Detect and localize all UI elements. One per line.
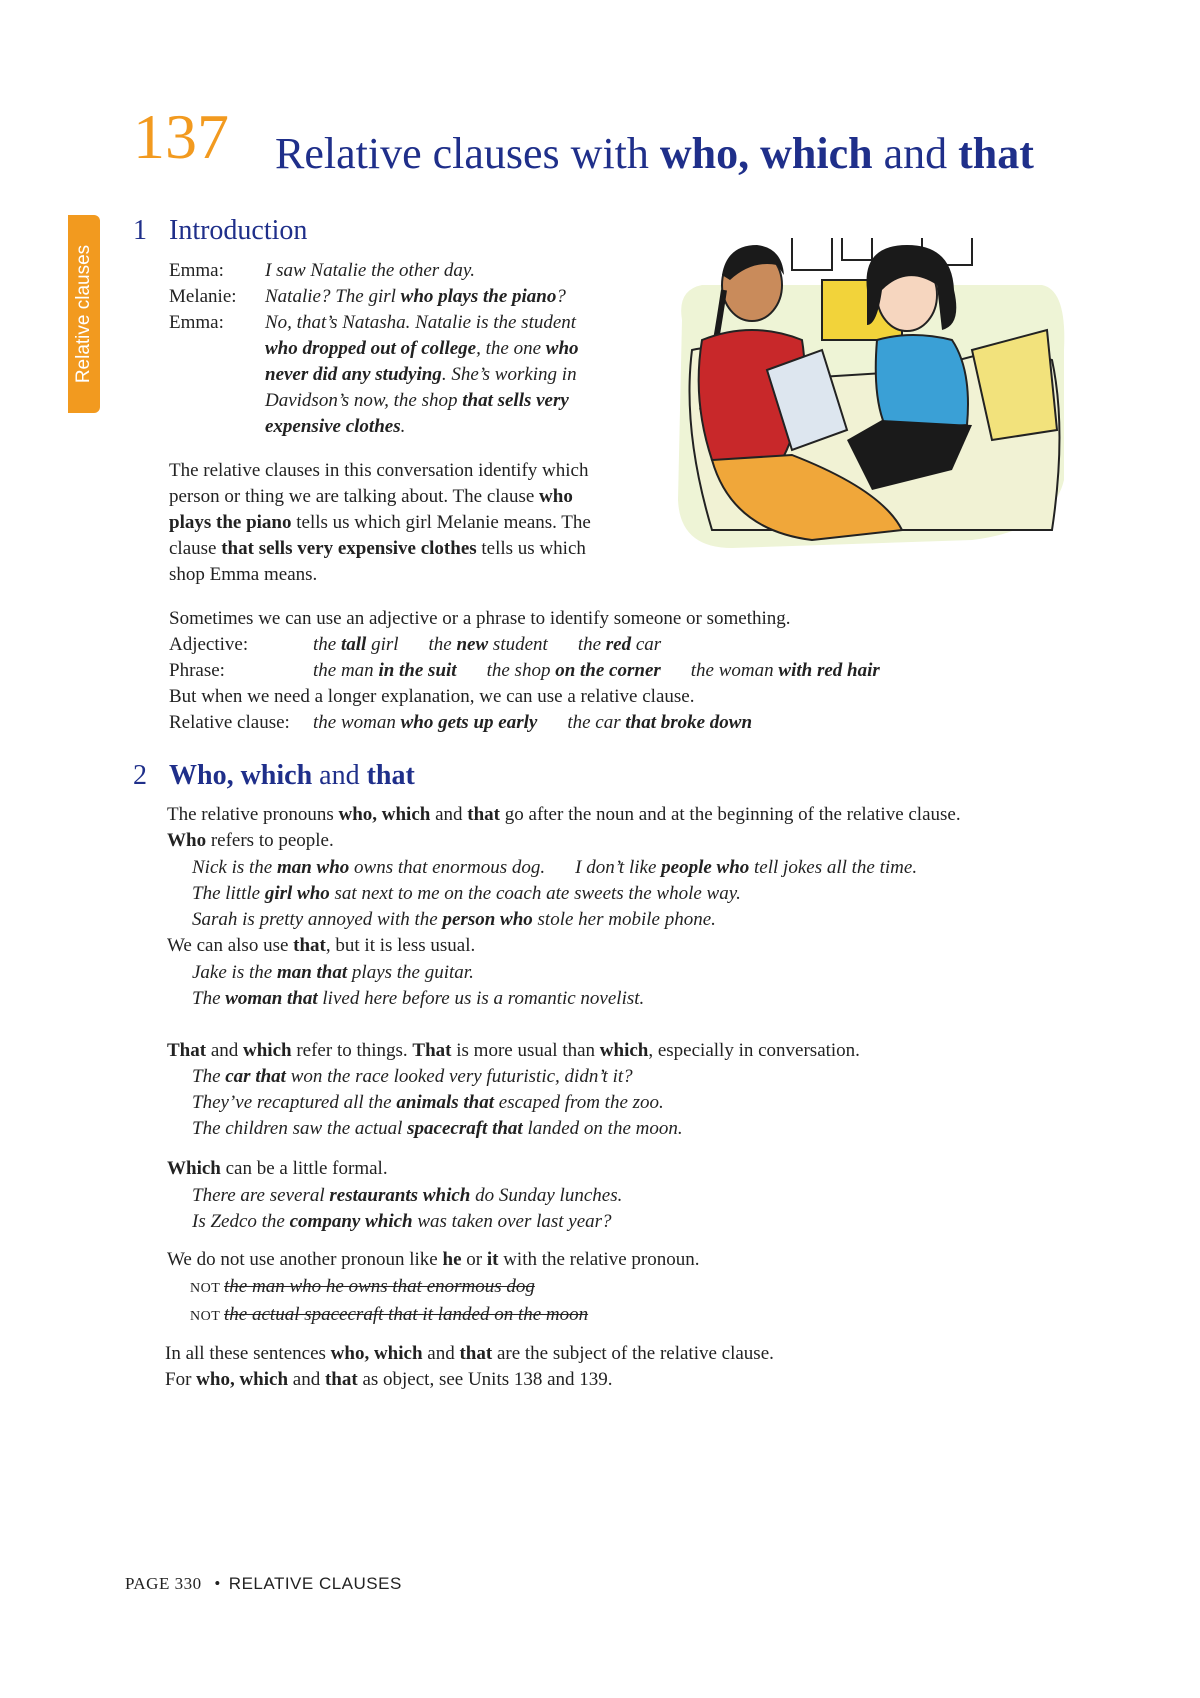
example-line [192,855,917,881]
bold-text: on the corner [555,660,661,681]
longer-explanation-sentence: But when we need a longer explanation, we can use a relative clause. [169,686,695,707]
text: the [428,634,457,655]
speech [265,414,579,440]
title-part-bold: that [366,760,415,791]
speaker [169,336,265,362]
that-less-usual-sentence [167,933,475,959]
text: I don’t like [575,857,662,878]
text: with the relative pronoun. [498,1249,700,1270]
speech [265,388,579,414]
text: They’ve recaptured all the [192,1092,397,1113]
bold-text: car that [225,1066,286,1087]
example-line [192,1090,683,1116]
bold-text: who [545,338,579,359]
bold-text: never did any studying [265,364,442,385]
bold-text: which [243,1040,292,1061]
example [567,712,752,733]
bold-text: that [467,804,501,825]
text: plays the guitar. [347,962,474,983]
text: car [631,634,662,655]
which-examples [192,1183,622,1235]
text: is more usual than [451,1040,600,1061]
text: tells us which girl Melanie means. The [291,512,591,533]
bold-text: who dropped out of college [265,338,477,359]
dialogue-line [169,388,579,414]
speech [265,284,579,310]
not-label: NOT [190,1309,225,1324]
text: and [206,1040,244,1061]
dialogue-line [169,284,579,310]
paragraph-line [169,536,591,562]
page-footer [125,1574,402,1594]
bold-text: man that [276,962,348,983]
title-part: and [872,129,959,178]
text: tells us which [476,538,586,559]
text: , but it is less usual. [325,935,476,956]
text: refers to people. [206,830,334,851]
text: and [430,804,468,825]
dialogue-line [169,258,579,284]
struck-example: the man who he owns that enormous dog [224,1276,535,1297]
dialogue-line [169,336,579,362]
text: Is Zedco the [192,1211,290,1232]
not-example [190,1302,588,1330]
bold-text: person who [442,909,533,930]
speaker: Emma: [169,260,224,281]
text: The children saw the actual [192,1118,408,1139]
section-2-title [169,760,415,792]
text: the woman [690,660,779,681]
text: Natalie? The girl [265,286,401,307]
bold-text: that broke down [625,712,753,733]
section-2-number: 2 [133,760,147,791]
that-people-examples [192,960,644,1012]
text: Sarah is pretty annoyed with the [192,909,443,930]
title-part: Relative clauses with [275,129,660,178]
example [691,660,880,681]
example-line [192,881,917,907]
text: do Sunday lunches. [470,1185,623,1206]
footer-section: RELATIVE CLAUSES [228,1574,402,1593]
bold-text: he [442,1249,462,1270]
text: sat next to me on the coach ate sweets the whole way. [329,883,741,904]
text: shop Emma means. [169,564,318,585]
speaker: Emma: [169,312,224,333]
text: student [488,634,548,655]
which-formal-sentence [167,1156,388,1182]
text: owns that enormous dog. [349,857,546,878]
bold-text: woman that [225,988,318,1009]
text: stole her mobile phone. [532,909,716,930]
speaker [169,362,265,388]
adjective-label: Adjective: [169,634,249,655]
relative-clause-label: Relative clause: [169,712,290,733]
unit-number: 137 [133,101,229,172]
bold-text: who, which [196,1369,289,1390]
unit-title [275,130,1034,178]
speech [265,310,579,336]
example-line [192,907,917,933]
bold-text: that sells very [462,390,569,411]
text: . [400,416,406,437]
adjective-examples [313,632,661,658]
bold-text: man who [276,857,350,878]
section-1-title: Introduction [169,215,308,246]
bold-text: expensive clothes [265,416,401,437]
paragraph-line [169,510,591,536]
title-part-bold: Who, which [169,760,313,791]
bold-text: who, which [330,1343,423,1364]
example-line [192,986,644,1012]
example [487,660,661,681]
text: The relative clauses in this conversation identify which [169,460,589,481]
who-refers-sentence [167,828,334,854]
example [313,660,457,681]
subject-sentence [165,1341,774,1367]
not-examples [190,1274,588,1330]
bold-text: that [293,935,326,956]
text: the man [313,660,379,681]
text: refer to things. [291,1040,413,1061]
relative-clause-examples [313,710,752,736]
text: The [192,988,226,1009]
text: Nick is the [192,857,277,878]
bold-text: it [486,1249,499,1270]
bold-text: animals that [396,1092,495,1113]
not-label: NOT [190,1281,225,1296]
example [429,634,548,655]
text: are the subject of the relative clause. [492,1343,774,1364]
speech [265,336,579,362]
bold-text: restaurants which [329,1185,471,1206]
example [313,634,399,655]
text: I saw Natalie the other day. [265,260,476,281]
paragraph-line [169,484,591,510]
bold-text: which [599,1040,649,1061]
bold-text: Which [167,1158,221,1179]
bold-text: plays the piano [169,512,292,533]
text: won the race looked very futuristic, didn’t it? [285,1066,633,1087]
bold-text: tall [340,634,367,655]
example-line [192,1116,683,1142]
bold-text: Who [167,830,207,851]
example-line [192,1064,683,1090]
bold-text: red [605,634,632,655]
example-line [192,1183,622,1209]
text: the shop [486,660,556,681]
bold-text: spacecraft that [407,1118,523,1139]
text: We can also use [167,935,294,956]
example [313,712,537,733]
footer-bullet: • [214,1574,221,1593]
text: or [461,1249,487,1270]
no-pronoun-sentence [167,1247,699,1273]
text: Jake is the [192,962,277,983]
text: escaped from the zoo. [494,1092,664,1113]
example-line [192,1209,622,1235]
paragraph-line [169,458,591,484]
text: In all these sentences [165,1343,331,1364]
bold-text: that sells very expensive clothes [221,538,477,559]
not-example [190,1274,588,1302]
dialogue-line [169,362,579,388]
phrase-examples [313,658,880,684]
side-tab-label: Relative clauses [73,244,94,384]
text: Davidson’s now, the shop [265,390,463,411]
intro-paragraph [169,458,591,588]
text: , the one [476,338,546,359]
dialogue-line [169,310,579,336]
object-reference-sentence [165,1367,613,1393]
text: No, that’s Natasha. Natalie is the student [265,312,577,333]
text: There are several [192,1185,330,1206]
text: The [192,1066,226,1087]
text: ? [556,286,566,307]
text: go after the noun and at the beginning of the relative clause. [500,804,961,825]
speech [265,362,579,388]
bold-text: company which [289,1211,413,1232]
things-examples [192,1064,683,1142]
bold-text: that [459,1343,493,1364]
paragraph-line [169,562,591,588]
text: . She’s working in [441,364,577,385]
text: was taken over last year? [412,1211,612,1232]
text: the woman [313,712,401,733]
who-examples [192,855,917,933]
bold-text: girl who [264,883,330,904]
text: tell jokes all the time. [749,857,918,878]
section-1-number: 1 [133,215,147,246]
text: , especially in conversation. [648,1040,860,1061]
text: can be a little formal. [220,1158,388,1179]
text: and [288,1369,325,1390]
example-line [192,960,644,986]
speaker: Melanie: [169,286,237,307]
bold-text: that [324,1369,358,1390]
phrase-label: Phrase: [169,660,225,681]
title-part-bold: who, which [659,129,873,178]
bold-text: who, which [338,804,431,825]
text: the [313,634,341,655]
side-tab[interactable] [68,215,100,413]
title-part-bold: that [958,129,1034,178]
bold-text: who [539,486,573,507]
text: girl [366,634,399,655]
text: the car [567,712,626,733]
text: We do not use another pronoun like [167,1249,443,1270]
struck-example: the actual spacecraft that it landed on the moon [224,1304,589,1325]
text: the [577,634,606,655]
text: For [165,1369,197,1390]
text: as object, see Units 138 and 139. [357,1369,613,1390]
text: clause [169,538,222,559]
text: The relative pronouns [167,804,339,825]
bold-text: new [456,634,489,655]
text: landed on the moon. [522,1118,683,1139]
things-sentence [167,1038,860,1064]
title-part: and [312,760,367,791]
bold-text: who gets up early [400,712,538,733]
dialogue-line [169,414,579,440]
identify-sentence: Sometimes we can use an adjective or a phrase to identify someone or something. [169,608,791,629]
text: person or thing we are talking about. The clause [169,486,540,507]
text: and [422,1343,460,1364]
text: The little [192,883,265,904]
example [578,634,661,655]
speaker [169,388,265,414]
speaker [169,414,265,440]
text: lived here before us is a romantic novelist. [317,988,645,1009]
bold-text: That [412,1040,452,1061]
page-number: PAGE 330 [125,1574,202,1593]
bold-text: people who [661,857,750,878]
pronouns-sentence [167,802,961,828]
bold-text: who plays the piano [400,286,557,307]
dialogue [169,258,579,440]
bold-text: in the suit [378,660,457,681]
bold-text: That [167,1040,207,1061]
bold-text: with red hair [778,660,880,681]
illustration [672,230,1067,555]
speech [265,258,579,284]
